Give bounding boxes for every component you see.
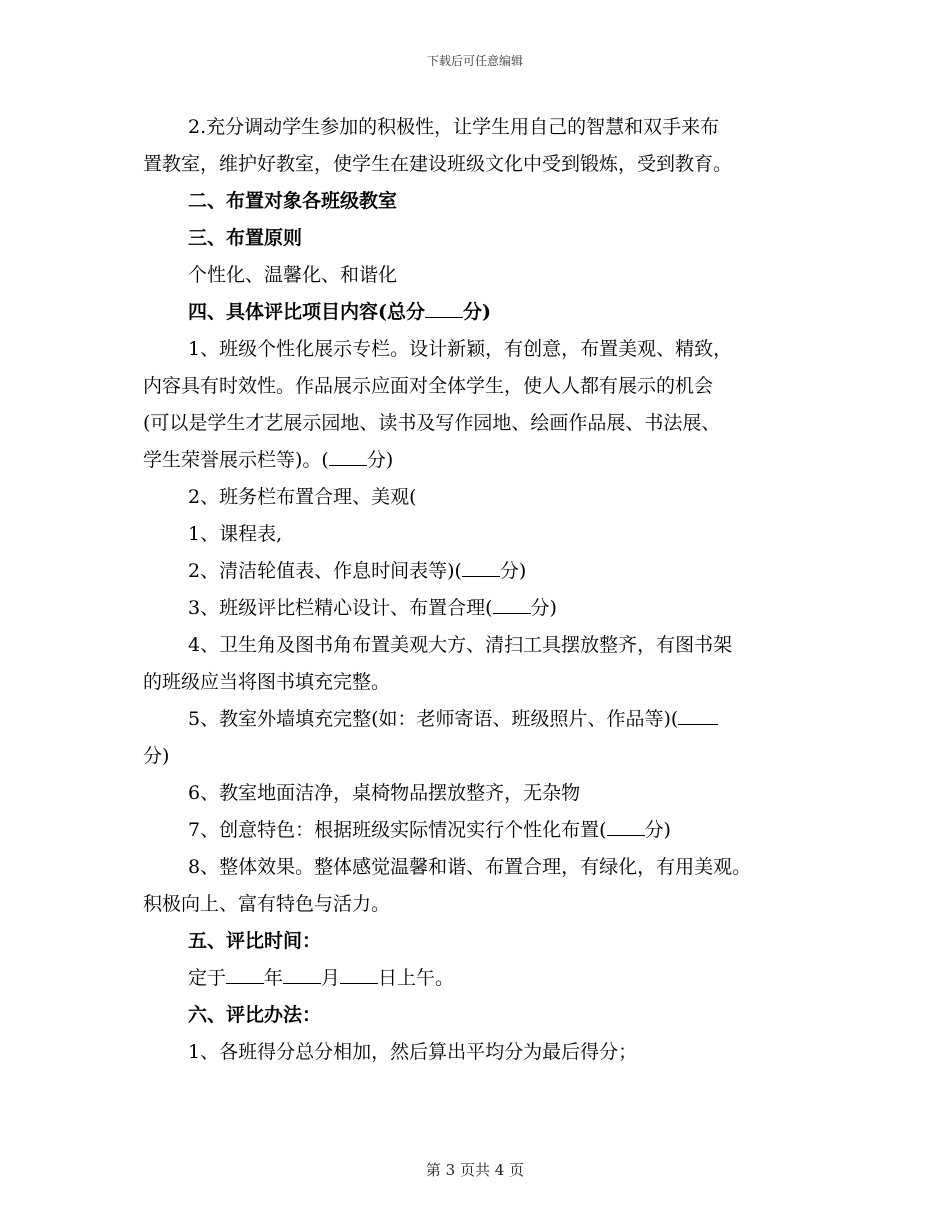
line-text: 月: [321, 967, 341, 989]
line-text: 2、清洁轮值表、作息时间表等)(: [188, 560, 462, 582]
line-text: 学生荣誉展示栏等)。(: [143, 449, 329, 471]
line-text: 5、教室外墙填充完整(如：老师寄语、班级照片、作品等)(: [188, 708, 679, 730]
line-text: 3、班级评比栏精心设计、布置合理(: [188, 597, 493, 619]
paragraph-line: [188, 707, 718, 731]
section-heading: 三、布置原则: [188, 227, 303, 249]
line-text: 7、创意特色：根据班级实际情况实行个性化布置(: [188, 819, 607, 841]
score-blank: [425, 300, 463, 318]
section-heading: [188, 300, 491, 324]
paragraph-line: [143, 448, 393, 472]
paragraph-line: 积极向上、富有特色与活力。: [143, 893, 391, 915]
date-blank: [340, 966, 378, 984]
paragraph-line: 1、班级个性化展示专栏。设计新颖，有创意，布置美观、精致，: [188, 338, 733, 360]
section-heading: 二、布置对象各班级教室: [188, 190, 398, 212]
paragraph-line: 个性化、温馨化、和谐化: [188, 264, 398, 286]
line-text: 分): [366, 449, 394, 471]
paragraph-line: 1、课程表,: [188, 523, 283, 545]
page-header: 下载后可任意编辑: [426, 54, 523, 68]
paragraph-line: 4、卫生角及图书角布置美观大方、清扫工具摆放整齐，有图书架: [188, 634, 733, 656]
paragraph-line: [188, 596, 557, 620]
paragraph-line: 6、教室地面洁净，桌椅物品摆放整齐，无杂物: [188, 782, 581, 804]
paragraph-line: 2.充分调动学生参加的积极性，让学生用自己的智慧和双手来布: [188, 116, 720, 138]
paragraph-line: 的班级应当将图书填充完整。: [143, 671, 391, 693]
score-blank: [493, 596, 531, 614]
paragraph-line: 置教室，维护好教室，使学生在建设班级文化中受到锻炼，受到教育。: [143, 153, 733, 175]
score-blank: [678, 707, 718, 725]
section-heading: 六、评比办法：: [188, 1004, 322, 1026]
paragraph-line: (可以是学生才艺展示园地、读书及写作园地、绘画作品展、书法展、: [143, 412, 721, 434]
line-text: 分): [530, 597, 557, 619]
score-blank: [462, 559, 500, 577]
date-blank: [226, 966, 264, 984]
paragraph-line: 1、各班得分总分相加，然后算出平均分为最后得分；: [188, 1041, 638, 1063]
page-footer: 第 3 页共 4 页: [425, 1161, 525, 1179]
heading-text: 分): [463, 301, 491, 323]
paragraph-line: 内容具有时效性。作品展示应面对全体学生，使人人都有展示的机会: [143, 375, 714, 397]
line-text: 定于: [188, 967, 227, 989]
line-text: 年: [264, 967, 284, 989]
score-blank: [329, 448, 367, 466]
paragraph-line: 8、整体效果。整体感觉温馨和谐、布置合理，有绿化，有用美观。: [188, 856, 752, 878]
paragraph-line: [188, 818, 671, 842]
line-text: 分): [644, 819, 671, 841]
paragraph-line: 2、班务栏布置合理、美观(: [188, 486, 417, 508]
section-heading: 五、评比时间：: [188, 930, 322, 952]
line-text: 日上午。: [378, 967, 455, 989]
paragraph-line: [188, 559, 526, 583]
date-blank: [283, 966, 321, 984]
heading-text: 四、具体评比项目内容(总分: [188, 301, 425, 323]
paragraph-line: 分): [143, 745, 170, 767]
paragraph-line: [188, 966, 454, 990]
line-text: 分): [499, 560, 527, 582]
score-blank: [607, 818, 645, 836]
